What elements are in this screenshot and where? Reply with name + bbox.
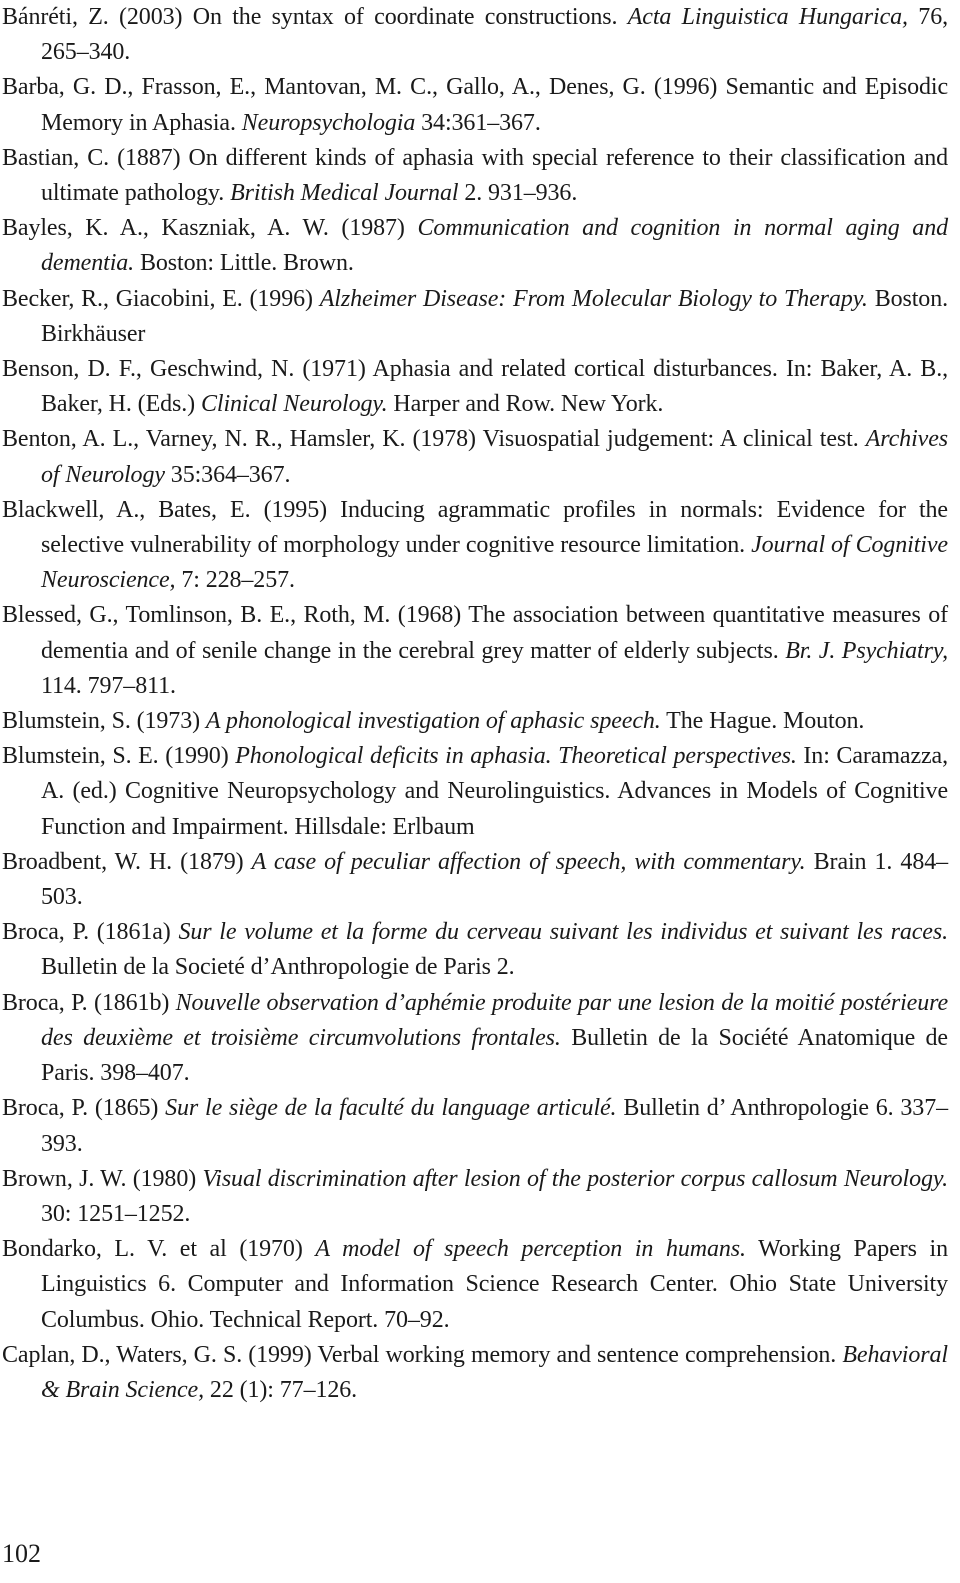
reference-italic-segment: Archives of Neurology xyxy=(41,426,948,488)
reference-segment: Brown, J. W. (1980) xyxy=(2,1165,203,1192)
reference-segment: Blumstein, S. (1973) xyxy=(2,708,206,735)
reference-segment: 34:361–367. xyxy=(415,109,541,136)
reference-segment: In: Caramazza, A. (ed.) Cognitive Neuropsychology and Neurolinguistics. Advances in Models of Cognitive Function and Impairment. Hillsdale: Erlbaum xyxy=(41,743,948,840)
reference-segment: Bulletin de la Société Anatomique de Paris. 398–407. xyxy=(41,1024,948,1087)
reference-entry xyxy=(2,70,948,140)
reference-italic-segment: Nouvelle observation d’aphémie produite par une lesion de la moitié postérieure des deuxième et troisième circumvolutions frontales. xyxy=(41,989,948,1051)
reference-segment: Benson, D. F., Geschwind, N. (1971) Aphasia and related cortical disturbances. In: Baker, A. B., Baker, H. (Eds.) xyxy=(2,356,948,418)
page-number: 102 xyxy=(2,1539,41,1568)
reference-italic-segment: A phonological investigation of aphasic speech. xyxy=(205,708,661,735)
reference-segment: Working Papers in Linguistics 6. Computer and Information Science Research Center. Ohio State University Columbus. Ohio. Technical Report. 70–92. xyxy=(41,1236,949,1333)
reference-italic-segment: Visual discrimination after lesion of the posterior corpus callosum Neurology. xyxy=(202,1165,948,1192)
reference-entry xyxy=(2,0,948,70)
reference-entry xyxy=(2,739,948,845)
reference-italic-segment: Communication and cognition in normal aging and dementia. xyxy=(41,215,948,277)
reference-segment: Blumstein, S. E. (1990) xyxy=(2,743,236,770)
reference-entry xyxy=(2,704,948,739)
reference-italic-segment: Sur le siège de la faculté du language articulé. xyxy=(165,1095,617,1122)
reference-entry xyxy=(2,211,948,281)
reference-entry xyxy=(2,282,948,352)
reference-segment: Blackwell, A., Bates, E. (1995) Inducing agrammatic profiles in normals: Evidence for the selective vulnerability of morphology under cognitive resource limitation. xyxy=(2,496,948,559)
reference-segment: Broca, P. (1861b) xyxy=(2,989,176,1016)
reference-segment: Bánréti, Z. (2003) On the syntax of coordinate constructions. xyxy=(2,4,628,30)
reference-segment: Bondarko, L. V. et al (1970) xyxy=(2,1236,316,1263)
reference-segment: Broadbent, W. H. (1879) xyxy=(2,848,252,875)
reference-segment: 35:364–367. xyxy=(164,461,291,488)
reference-italic-segment: Br. J. Psychiatry, xyxy=(785,637,948,664)
reference-segment: 7: 228–257. xyxy=(175,567,295,594)
reference-entry xyxy=(2,1162,948,1232)
reference-italic-segment: Alzheimer Disease: From Molecular Biology to Therapy. xyxy=(319,285,868,312)
reference-segment: 114. 797–811. xyxy=(41,672,176,699)
reference-list xyxy=(2,0,948,1408)
reference-segment: Brain 1. 484–503. xyxy=(41,848,949,911)
reference-segment: Caplan, D., Waters, G. S. (1999) Verbal working memory and sentence comprehension. xyxy=(2,1341,843,1368)
reference-segment: Boston. Birkhäuser xyxy=(41,285,949,347)
reference-entry xyxy=(2,915,948,985)
reference-italic-segment: Journal of Cognitive Neuroscience, xyxy=(41,532,948,594)
reference-segment: Boston: Little. Brown. xyxy=(134,250,354,277)
reference-italic-segment: A model of speech perception in humans. xyxy=(315,1236,746,1263)
reference-italic-segment: Clinical Neurology. xyxy=(200,391,388,418)
reference-entry xyxy=(2,1091,948,1161)
reference-entry xyxy=(2,598,948,704)
reference-segment: 2. 931–936. xyxy=(458,180,578,207)
reference-segment: Barba, G. D., Frasson, E., Mantovan, M. C., Gallo, A., Denes, G. (1996) Semantic and Episodic Memory in Aphasia. xyxy=(2,74,948,136)
reference-entry xyxy=(2,352,948,422)
reference-entry xyxy=(2,141,948,211)
reference-entry xyxy=(2,986,948,1092)
reference-segment: Broca, P. (1861a) xyxy=(2,919,179,946)
reference-italic-segment: Behavioral & Brain Science, xyxy=(41,1341,948,1403)
reference-italic-segment: Neuropsychologia xyxy=(241,109,416,136)
reference-segment: Bayles, K. A., Kaszniak, A. W. (1987) xyxy=(2,215,418,242)
reference-segment: Bulletin d’ Anthropologie 6. 337–393. xyxy=(41,1095,948,1157)
reference-italic-segment: A case of peculiar affection of speech, with commentary. xyxy=(251,848,806,875)
reference-italic-segment: British Medical Journal xyxy=(230,180,459,207)
reference-segment: 22 (1): 77–126. xyxy=(204,1376,358,1403)
reference-segment: 30: 1251–1252. xyxy=(41,1200,191,1227)
reference-segment: Becker, R., Giacobini, E. (1996) xyxy=(2,285,320,312)
reference-entry xyxy=(2,422,948,492)
reference-italic-segment: Sur le volume et la forme du cerveau suivant les individus et suivant les races. xyxy=(178,919,948,946)
reference-entry xyxy=(2,493,948,599)
reference-italic-segment: Acta Linguistica Hungarica, xyxy=(627,4,908,30)
reference-segment: Bulletin de la Societé d’Anthropologie de Paris 2. xyxy=(41,954,515,981)
reference-entry xyxy=(2,1232,948,1338)
reference-segment: Blessed, G., Tomlinson, B. E., Roth, M. (1968) The association between quantitative measures of dementia and of senile change in the cerebral grey matter of elderly subjects. xyxy=(2,602,948,664)
reference-segment: The Hague. Mouton. xyxy=(660,708,865,735)
reference-segment: 76, 265–340. xyxy=(41,4,948,66)
reference-segment: Bastian, C. (1887) On different kinds of aphasia with special reference to their classification and ultimate pathology. xyxy=(2,144,948,207)
reference-segment: Broca, P. (1865) xyxy=(2,1095,166,1122)
reference-italic-segment: Phonological deficits in aphasia. Theoretical perspectives. xyxy=(235,743,797,770)
reference-entry xyxy=(2,1338,948,1408)
reference-entry xyxy=(2,845,948,915)
reference-segment: Benton, A. L., Varney, N. R., Hamsler, K. (1978) Visuospatial judgement: A clinical test. xyxy=(2,426,866,453)
reference-segment: Harper and Row. New York. xyxy=(387,391,664,418)
